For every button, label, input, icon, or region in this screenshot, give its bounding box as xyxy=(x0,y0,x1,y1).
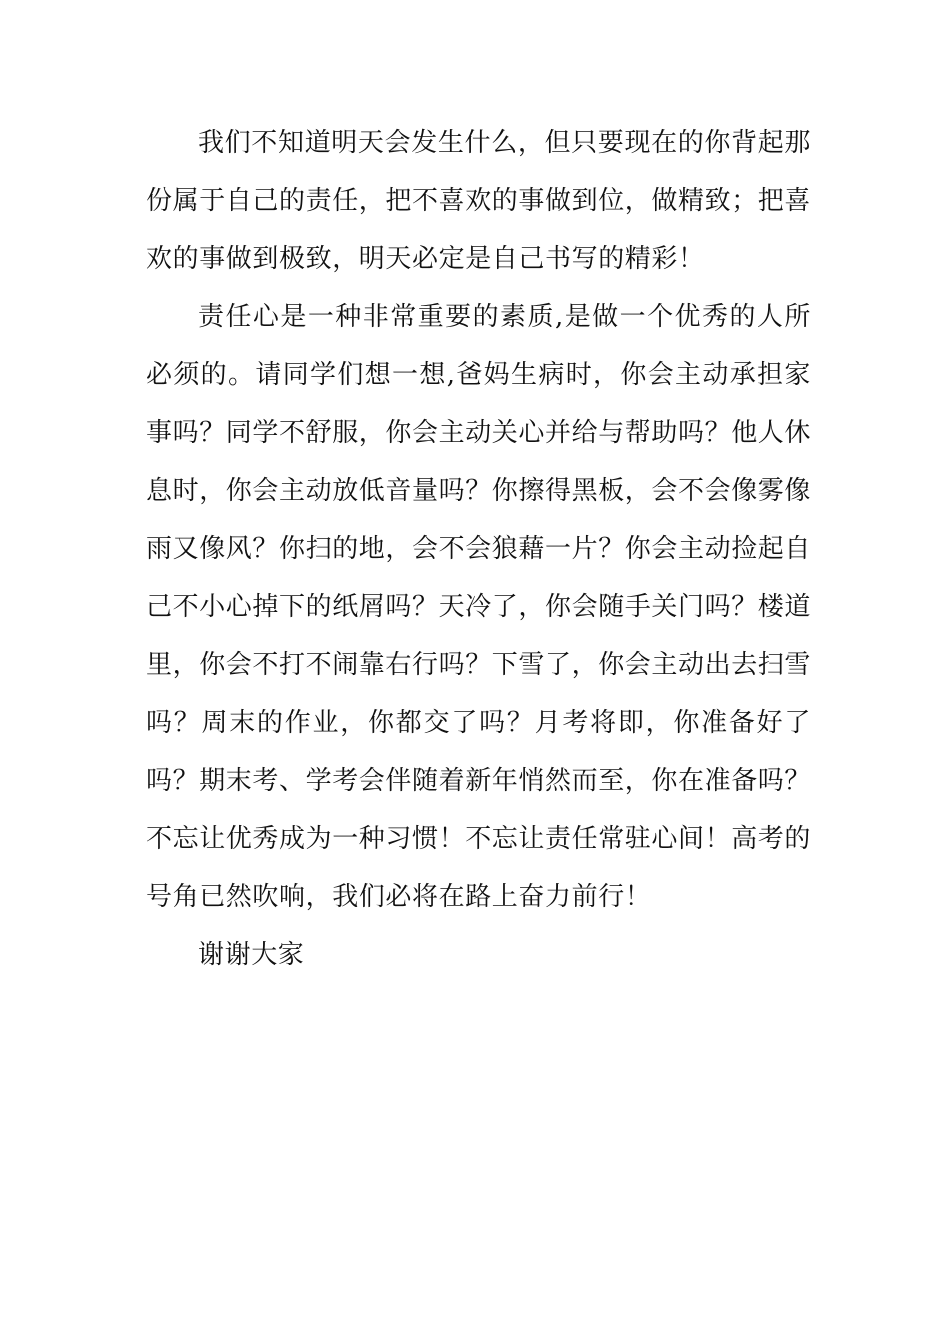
paragraph-responsibility-future: 我们不知道明天会发生什么，但只要现在的你背起那份属于自己的责任，把不喜欢的事做到位，做精致；把喜欢的事做到极致，明天必定是自己书写的精彩！ xyxy=(146,128,812,274)
speech-body xyxy=(146,114,811,984)
paragraph-responsibility-questions: 责任心是一种非常重要的素质,是做一个优秀的人所必须的。请同学们想一想,爸妈生病时，你会主动承担家事吗？同学不舒服，你会主动关心并给与帮助吗？他人休息时，你会主动放低音量吗？你擦得黑板，会不会像雾像雨又像风？你扫的地，会不会狼藉一片？你会主动捡起自己不小心掉下的纸屑吗？天冷了，你会随手关门吗？楼道里，你会不打不闹靠右行吗？下雪了，你会主动出去扫雪吗？周末的作业，你都交了吗？月考将即，你准备好了吗？期末考、学考会伴随着新年悄然而至，你在准备吗？不忘让优秀成为一种习惯！不忘让责任常驻心间！高考的号角已然吹响，我们必将在路上奋力前行！ xyxy=(146,302,812,912)
closing-thanks: 谢谢大家 xyxy=(198,940,305,970)
